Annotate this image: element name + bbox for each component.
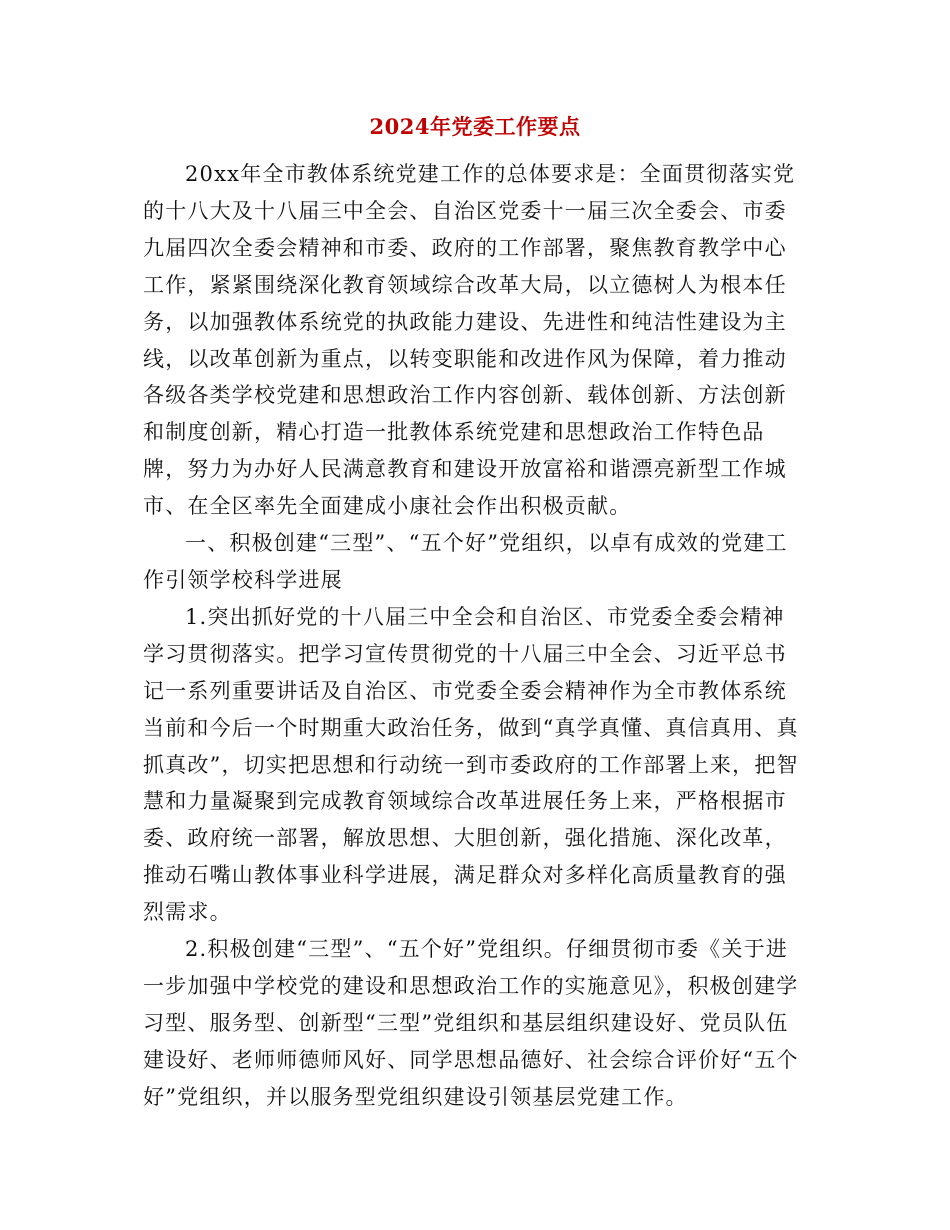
paragraph-item-1: 1.突出抓好党的十八届三中全会和自治区、市党委全委会精神学习贯彻落实。把学习宣传贯彻党的十八届三中全会、习近平总书记一系列重要讲话及自治区、市党委全委会精神作为全市教体系统当前和今后一个时期重大政治任务，做到“真学真懂、真信真用、真抓真改”，切实把思想和行动统一到市委政府的工作部署上来，把智慧和力量凝聚到完成教育领域综合改革进展任务上来，严格根据市委、政府统一部署，解放思想、大胆创新，强化措施、深化改革，推动石嘴山教体事业科学进展，满足群众对多样化高质量教育的强烈需求。 <box>143 604 799 925</box>
document-body <box>143 156 803 1116</box>
document-title: 2024年党委工作要点 <box>369 114 581 139</box>
paragraph-section-heading: 一、积极创建“三型”、“五个好”党组织，以卓有成效的党建工作引领学校科学进展 <box>143 531 788 592</box>
paragraph-item-2: 2.积极创建“三型”、“五个好”党组织。仔细贯彻市委《关于进一步加强中学校党的建设和思想政治工作的实施意见》，积极创建学习型、服务型、创新型“三型”党组织和基层组织建设好、党员队伍建设好、老师师德师风好、同学思想品德好、社会综合评价好“五个好”党组织，并以服务型党组织建设引领基层党建工作。 <box>143 937 799 1109</box>
paragraph-intro: 20xx年全市教体系统党建工作的总体要求是：全面贯彻落实党的十八大及十八届三中全会、自治区党委十一届三次全委会、市委九届四次全委会精神和市委、政府的工作部署，聚焦教育教学中心工作，紧紧围绕深化教育领域综合改革大局，以立德树人为根本任务，以加强教体系统党的执政能力建设、先进性和纯洁性建设为主线，以改革创新为重点，以转变职能和改进作风为保障，着力推动各级各类学校党建和思想政治工作内容创新、载体创新、方法创新和制度创新，精心打造一批教体系统党建和思想政治工作特色品牌，努力为办好人民满意教育和建设开放富裕和谐漂亮新型工作城市、在全区率先全面建成小康社会作出积极贡献。 <box>143 162 796 519</box>
